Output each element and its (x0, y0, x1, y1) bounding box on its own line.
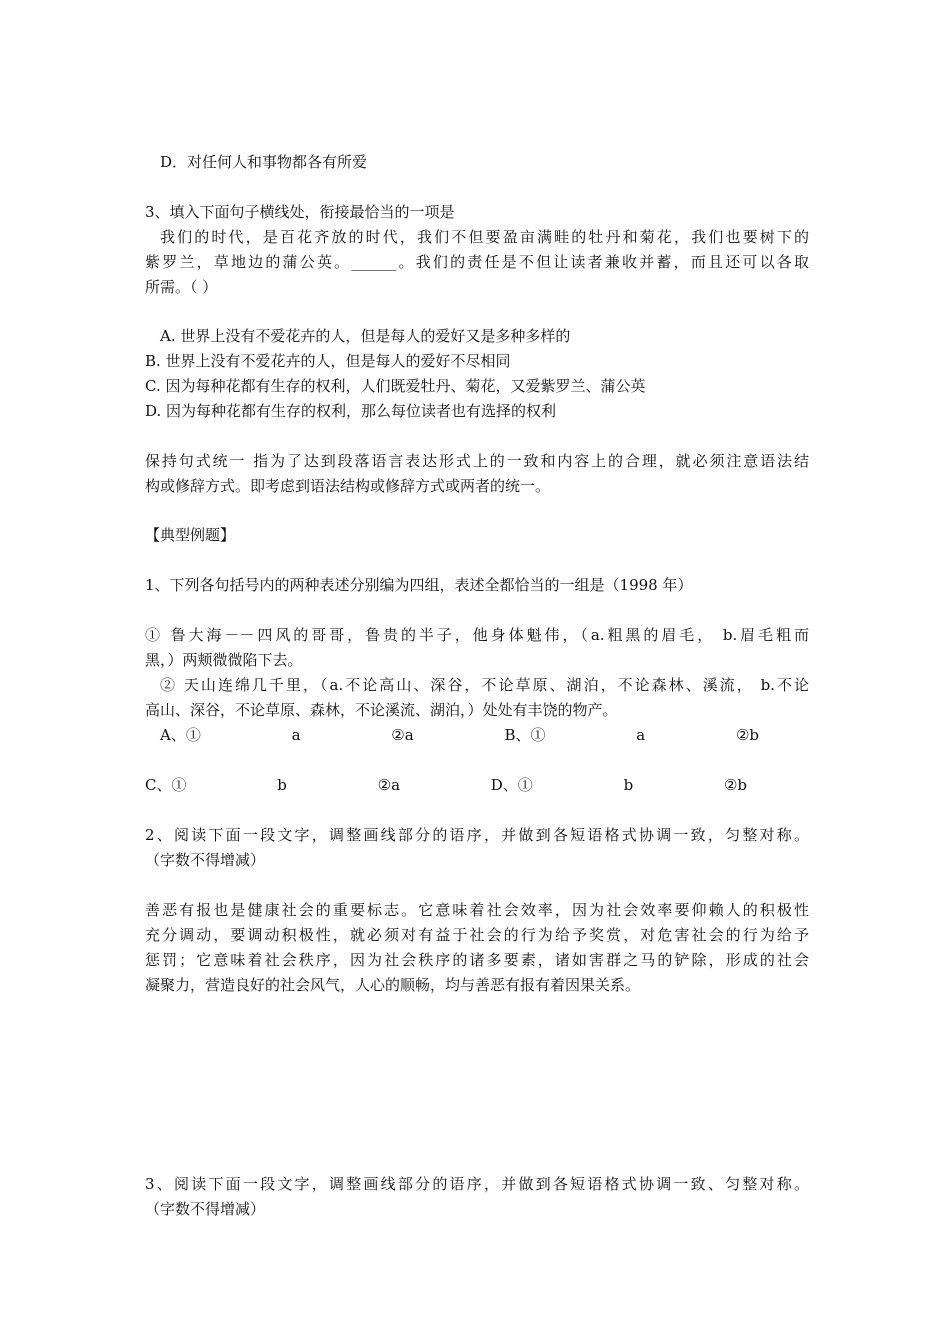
passage-line-1: 我们的时代，是百花齐放的时代，我们不但要盈亩满畦的牡丹和菊花，我们也要树下的 (160, 228, 809, 246)
rule-line-2: 构或修辞方式。即考虑到语法结构或修辞方式或两者的统一。 (145, 477, 551, 495)
example-1-item-1-line-1: ① 鲁大海－－四风的哥哥，鲁贵的半子，他身体魁伟，（a.粗黑的眉毛， b.眉毛粗而 (145, 626, 809, 644)
example-2-passage-line-1: 善恶有报也是健康社会的重要标志。它意味着社会效率，因为社会效率要仰赖人的积极性 (145, 901, 809, 919)
option-c: C. 因为每种花都有生存的权利，人们既爱牡丹、菊花，又爱紫罗兰、蒲公英 (145, 377, 646, 395)
example-2-heading-line-1: 2、阅读下面一段文字，调整画线部分的语序，并做到各短语格式协调一致，匀整对称。 (145, 826, 809, 844)
question-3-heading: 3、填入下面句子横线处，衔接最恰当的一项是 (145, 203, 455, 221)
example-1-heading: 1、下列各句括号内的两种表述分别编为四组，表述全都恰当的一组是（1998 年） (145, 576, 693, 594)
option-d: D. 因为每种花都有生存的权利，那么每位读者也有选择的权利 (145, 402, 557, 420)
example-1-item-1-line-2: 黑，）两颊微微陷下去。 (145, 651, 303, 669)
example-2-heading-line-2: （字数不得增减） (145, 851, 266, 869)
example-2-passage-line-4: 凝聚力，营造良好的社会风气，人心的顺畅，均与善恶有报有着因果关系。 (145, 976, 641, 994)
example-3-heading-line-1: 3、阅读下面一段文字，调整画线部分的语序，并做到各短语格式协调一致、匀整对称。 (145, 1175, 809, 1193)
passage-line-3: 所需。（ ） (145, 278, 218, 296)
example-2-passage-line-3: 惩罚；它意味着社会秩序，因为社会秩序的诸多要素，诸如害群之马的铲除，形成的社会 (145, 951, 809, 969)
example-3-heading-line-2: （字数不得增减） (145, 1200, 266, 1218)
passage-line-2: 紫罗兰，草地边的蒲公英。______。我们的责任是不但让读者兼收并蓄，而且还可以各取 (145, 253, 809, 271)
example-1-item-2-line-1: ② 天山连绵几千里，（a.不论高山、深谷，不论草原、湖泊，不论森林、溪流， b.不论 (160, 676, 809, 694)
option-a: A. 世界上没有不爱花卉的人，但是每人的爱好又是多种多样的 (160, 327, 571, 345)
example-1-item-2-line-2: 高山、深谷，不论草原、森林，不论溪流、湖泊，）处处有丰饶的物产。 (145, 701, 618, 719)
example-1-choices-ab: A、① a ②a B、① a ②b (160, 726, 760, 744)
example-1-choices-cd: C、① b ②a D、① b ②b (145, 776, 747, 794)
option-b: B. 世界上没有不爱花卉的人，但是每人的爱好不尽相同 (145, 352, 511, 370)
section-heading: 【典型例题】 (145, 526, 236, 544)
rule-line-1: 保持句式统一 指为了达到段落语言表达形式上的一致和内容上的合理，就必须注意语法结 (145, 452, 809, 470)
option-d-line: D．对任何人和事物都各有所爱 (160, 153, 368, 171)
example-2-passage-line-2: 充分调动，要调动积极性，就必须对有益于社会的行为给予奖赏，对危害社会的行为给予 (145, 926, 809, 944)
